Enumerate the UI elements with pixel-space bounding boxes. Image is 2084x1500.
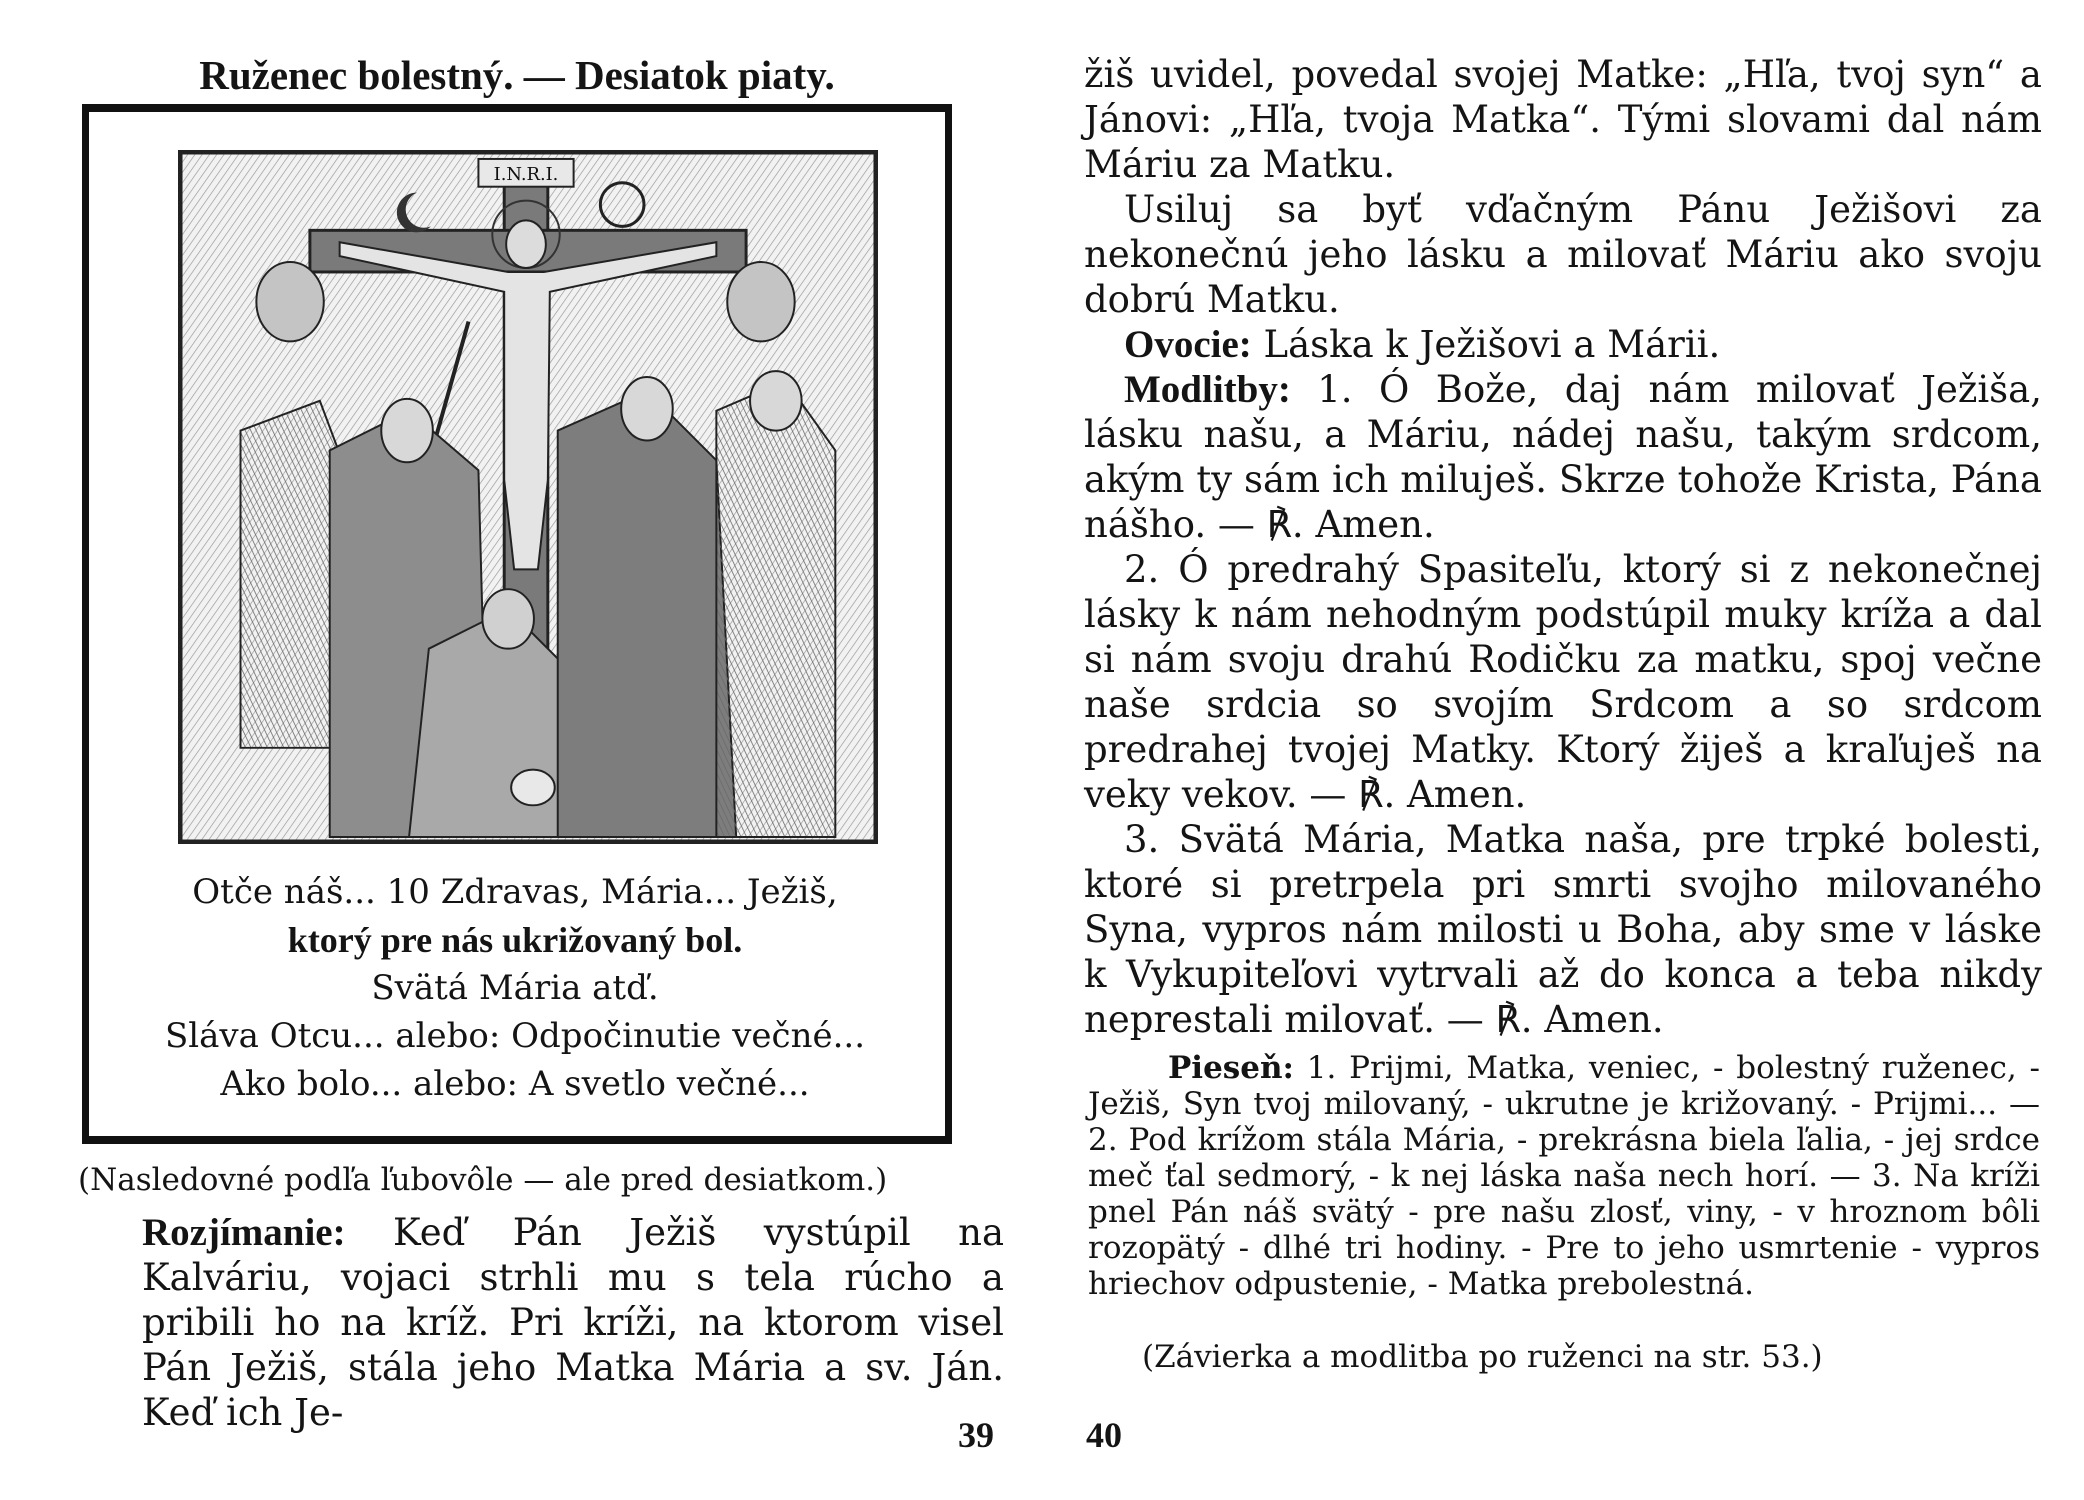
caption-line-5: Ako bolo... alebo: A svetlo večné... bbox=[220, 1064, 810, 1104]
song-label: Pieseň: bbox=[1168, 1050, 1294, 1086]
page-number-left: 39 bbox=[958, 1415, 994, 1455]
meditation-paragraph bbox=[76, 1210, 1004, 1435]
page-number-right: 40 bbox=[1086, 1415, 1122, 1455]
fruit-label: Ovocie: bbox=[1124, 323, 1252, 366]
prayer-1-text: 1. Ó Bože, daj nám milovať Ježiša, lásku našu, a Máriu, nádej našu, takým srdcom, akým ty sám ich miluješ. Skrze tohože Krista, Pána nášho. — ℟. Amen. bbox=[1084, 368, 2042, 546]
fruit-paragraph bbox=[1084, 322, 2042, 367]
exhortation-paragraph: Usiluj sa byť vďačným Pánu Ježišovi za nekonečnú jeho lásku a milovať Máriu ako svoju dobrú Matku. bbox=[1084, 188, 2042, 321]
left-page bbox=[0, 0, 1040, 1500]
crucifixion-engraving bbox=[178, 150, 878, 844]
prayers-label: Modlitby: bbox=[1124, 368, 1291, 411]
right-page bbox=[1042, 0, 2084, 1500]
meditation-text: Keď Pán Ježiš vystúpil na Kalváriu, vojaci strhli mu s tela rúcho a pribili ho na kríž. Pri kríži, na ktorom visel Pán Ježiš, stála jeho Matka Mária a sv. Ján. Keď ich Je- bbox=[142, 1211, 1004, 1434]
song-paragraph bbox=[1088, 1050, 2040, 1302]
meditation-label: Rozjímanie: bbox=[142, 1211, 346, 1254]
fruit-text: Láska k Ježišovi a Márii. bbox=[1251, 323, 1721, 366]
song-text: 1. Prijmi, Matka, veniec, - bolestný ruženec, - Ježiš, Syn tvoj milovaný, - ukrutne je križovaný. - Prijmi... — 2. Pod krížom stála Mária, - prekrásna biela ľalia, - jej srdce meč ťal sedmorý, - k nej láska naša nech horí. — 3. Na kríži pnel Pán náš svätý - pre našu zlosť, viny, - v hroznom bôli rozopätý - dlhé tri hodiny. - Pre to jeho usmrtenie - vypros hriechov odpustenie, - Matka prebolestná. bbox=[1088, 1050, 2040, 1302]
prayer-1-paragraph bbox=[1084, 367, 2042, 547]
caption-line-2: ktorý pre nás ukrižovaný bol. bbox=[287, 920, 743, 960]
inri-inscription: I.N.R.I. bbox=[493, 163, 559, 185]
closing-note: (Závierka a modlitba po ruženci na str. 53.) bbox=[1142, 1339, 1823, 1375]
running-head: Ruženec bolestný. — Desiatok piaty. bbox=[199, 52, 835, 98]
caption-line-1: Otče náš... 10 Zdravas, Mária... Ježiš, bbox=[192, 872, 838, 912]
caption-line-4: Sláva Otcu... alebo: Odpočinutie večné... bbox=[164, 1016, 866, 1056]
prayer-3-paragraph: 3. Svätá Mária, Matka naša, pre trpké bolesti, ktoré si pretrpela pri smrti svojho milovaného Syna, vypros nám milosti u Boha, aby sme v láske k Vykupiteľovi vytrvali až do konca a teba nikdy neprestali milovať. — ℟. Amen. bbox=[1084, 818, 2042, 1041]
continuation-paragraph: žiš uvidel, povedal svojej Matke: „Hľa, tvoj syn“ a Jánovi: „Hľa, tvoja Matka“. Tými slovami dal nám Máriu za Matku. bbox=[1084, 53, 2042, 186]
right-body-text bbox=[1084, 52, 2042, 1042]
optional-note: (Nasledovné podľa ľubovôle — ale pred desiatkom.) bbox=[78, 1162, 888, 1198]
caption-line-3: Svätá Mária atď. bbox=[371, 968, 659, 1008]
prayer-2-paragraph: 2. Ó predrahý Spasiteľu, ktorý si z nekonečnej lásky k nám nehodným podstúpil muky kríža a dal si nám svoju drahú Rodičku za matku, spoj večne naše srdcia so svojím Srdcom a so srdcom predrahej tvojej Matky. Ktorý žiješ a kraľuješ na veky vekov. — ℟. Amen. bbox=[1084, 548, 2042, 816]
decade-caption bbox=[100, 868, 930, 1108]
